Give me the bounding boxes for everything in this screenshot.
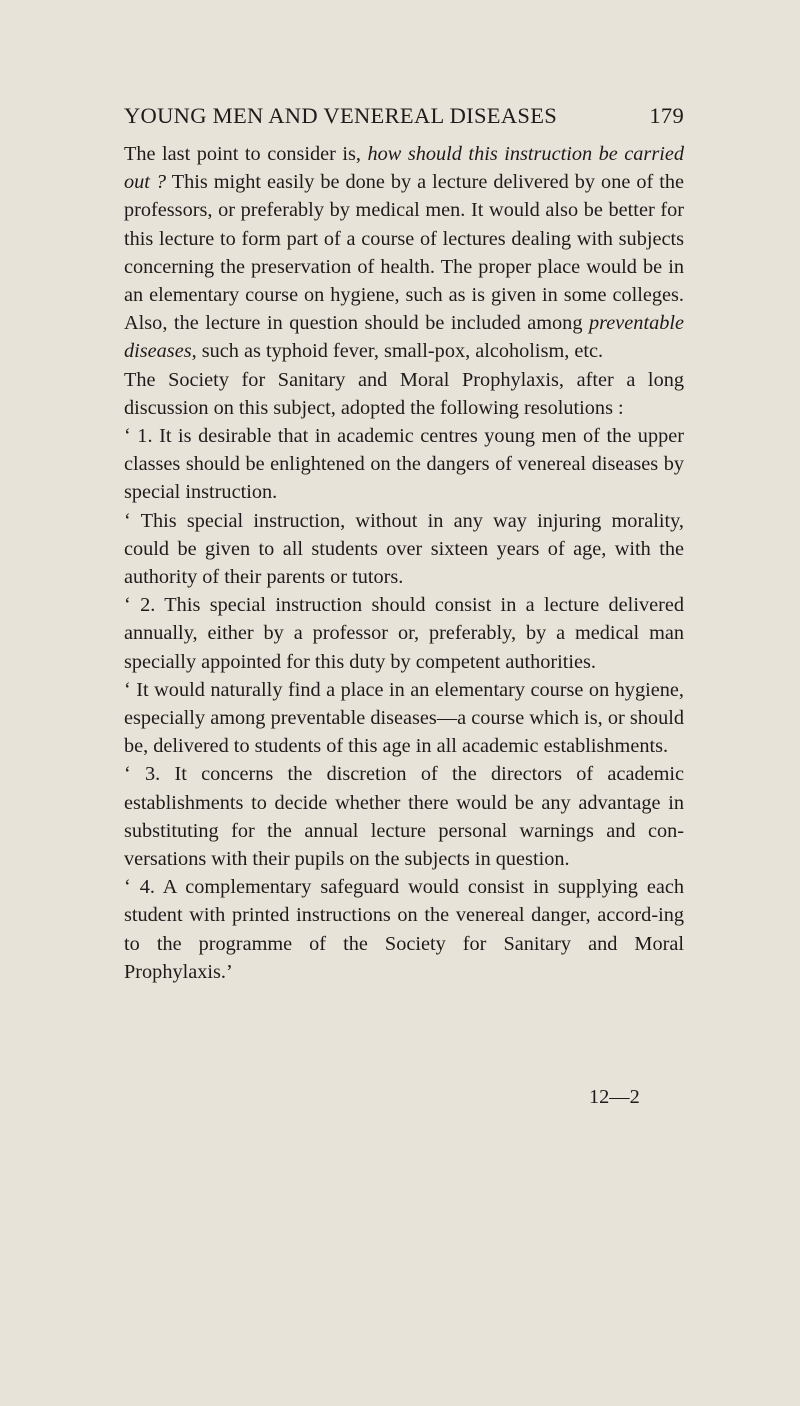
- paragraph: [124, 366, 684, 422]
- italic-phrase: how should this instruction be carried out ?: [124, 143, 684, 194]
- page-number: 179: [649, 103, 684, 128]
- text-run: ‘ 4. A complementary safeguard would consist in supplying each student with printed instructions on the venereal danger, accord-ing to the programme of the Society for Sanitary and Moral Prophylaxis.’: [124, 876, 684, 983]
- text-run: ‘ 2. This special instruction should consist in a lecture delivered annually, either by a professor or, preferably, by a medical man specially appointed for this duty by competent authorities.: [124, 594, 684, 673]
- paragraph: [124, 140, 684, 366]
- running-head: [124, 103, 684, 133]
- text-run: , such as typhoid fever, small-pox, alcoholism, etc.: [191, 340, 604, 363]
- text-run: ‘ This special instruction, without in any way injuring morality, could be given to all students over sixteen years of age, with the authority of their parents or tutors.: [124, 509, 684, 589]
- paragraph: [124, 591, 684, 676]
- text-run: ‘ It would naturally find a place in an elementary course on hygiene, especially among preventable diseases—a course which is, or should be, delivered to students of this age in all academic establishments.: [124, 678, 684, 758]
- body-text: [124, 140, 684, 986]
- signature-mark: 12—2: [589, 1086, 640, 1108]
- text-run: ‘ 3. It concerns the discretion of the directors of academic establishments to decide whether there would be any advantage in substituting for the annual lecture personal warnings and con-versations with their pupils on the subjects in question.: [124, 763, 684, 871]
- text-run: The last point to consider is,: [124, 143, 368, 165]
- text-run: This might easily be done by a lecture delivered by one of the professors, or preferably by medical men. It would also be better for this lecture to form part of a course of lectures dealing with subjects concerning the preservation of health. The proper place would be in an elementary course on hygiene, such as is given in some colleges. Also, the lecture in question should be included among: [124, 171, 684, 335]
- text-run: The Society for Sanitary and Moral Prophylaxis, after a long discussion on this subject, adopted the following resolutions :: [124, 368, 684, 419]
- italic-phrase: preventable diseases: [124, 312, 684, 363]
- paragraph: [124, 676, 684, 761]
- paragraph: [124, 873, 684, 986]
- paragraph: [124, 422, 684, 507]
- text-run: ‘ 1. It is desirable that in academic centres young men of the upper classes should be enlightened on the dangers of venereal diseases by special instruction.: [124, 425, 684, 504]
- paragraph: [124, 760, 684, 873]
- running-head-title: YOUNG MEN AND VENEREAL DISEASES: [124, 103, 558, 128]
- paragraph: [124, 507, 684, 592]
